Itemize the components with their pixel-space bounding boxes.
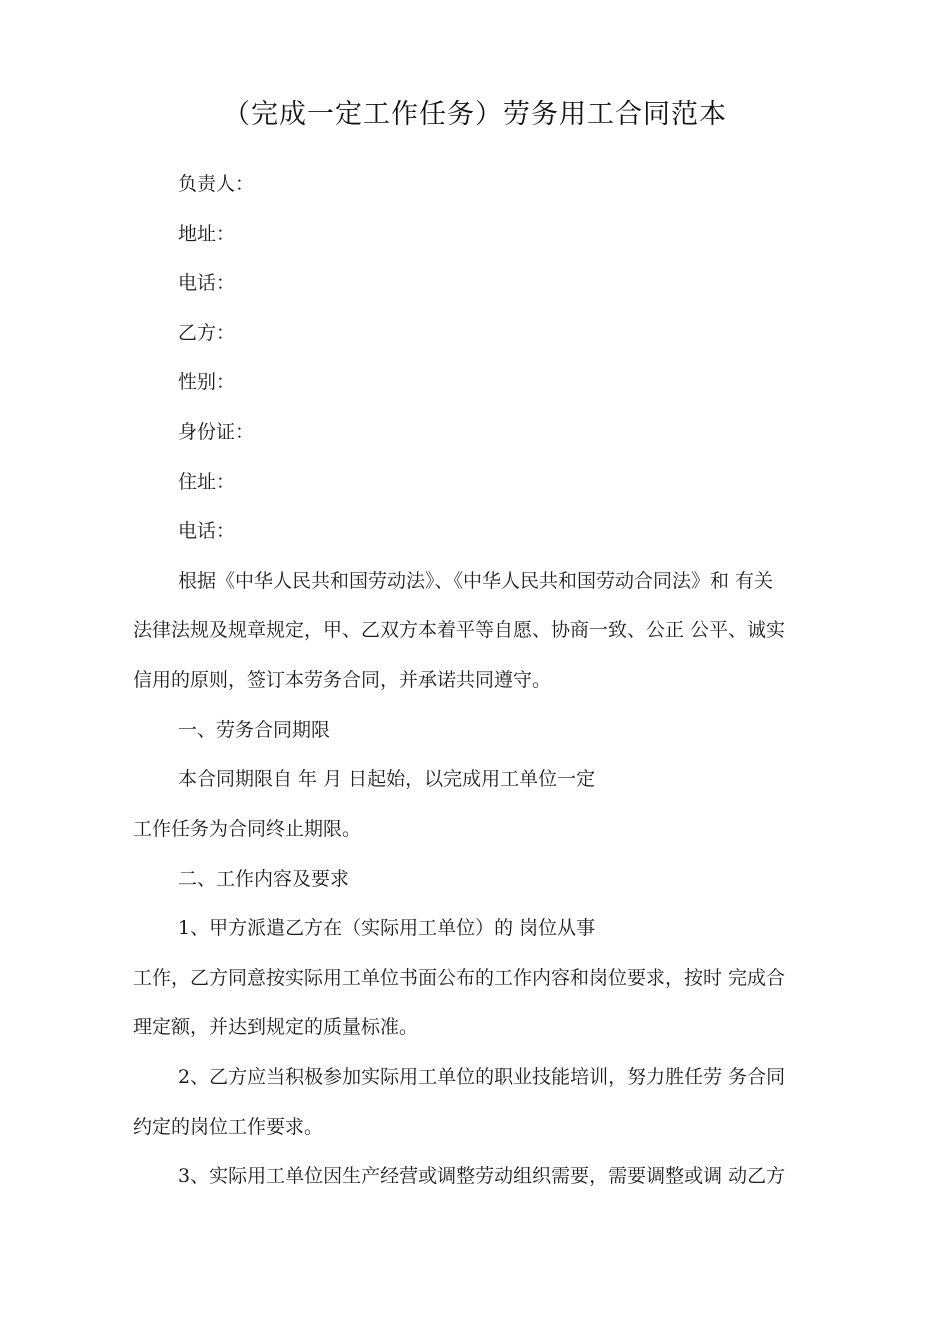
section-text-line: 本合同期限自 年 月 日起始，以完成用工单位一定	[178, 768, 596, 790]
section-heading: 二、工作内容及要求	[178, 868, 350, 890]
field-responsible-person: 负责人：	[178, 173, 255, 195]
field-id-card: 身份证：	[178, 421, 255, 443]
field-residence: 住址：	[178, 471, 236, 493]
field-phone-b: 电话：	[178, 520, 236, 542]
preamble-line: 根据《中华人民共和国劳动法》、《中华人民共和国劳动合同法》和 有关	[178, 570, 774, 592]
section-text-line: 约定的岗位工作要求。	[133, 1116, 324, 1138]
section-text-line: 工作任务为合同终止期限。	[133, 818, 362, 840]
section-text-line: 工作，乙方同意按实际用工单位书面公布的工作内容和岗位要求，按时 完成合	[133, 967, 786, 989]
document-title: （完成一定工作任务）劳务用工合同范本	[223, 99, 727, 130]
field-party-b: 乙方：	[178, 322, 236, 344]
section-text-line: 理定额，并达到规定的质量标准。	[133, 1016, 419, 1038]
field-phone: 电话：	[178, 272, 236, 294]
preamble-line: 法律法规及规章规定，甲、乙双方本着平等自愿、协商一致、公正 公平、诚实	[133, 619, 786, 641]
field-gender: 性别：	[178, 371, 236, 393]
section-text-line: 3、实际用工单位因生产经营或调整劳动组织需要，需要调整或调 动乙方	[178, 1165, 786, 1187]
section-heading: 一、劳务合同期限	[178, 719, 331, 741]
preamble-line: 信用的原则，签订本劳务合同，并承诺共同遵守。	[133, 669, 552, 691]
section-text-line: 1、甲方派遣乙方在（实际用工单位）的 岗位从事	[178, 917, 596, 939]
field-address: 地址：	[178, 223, 236, 245]
section-text-line: 2、乙方应当积极参加实际用工单位的职业技能培训，努力胜任劳 务合同	[178, 1066, 786, 1088]
